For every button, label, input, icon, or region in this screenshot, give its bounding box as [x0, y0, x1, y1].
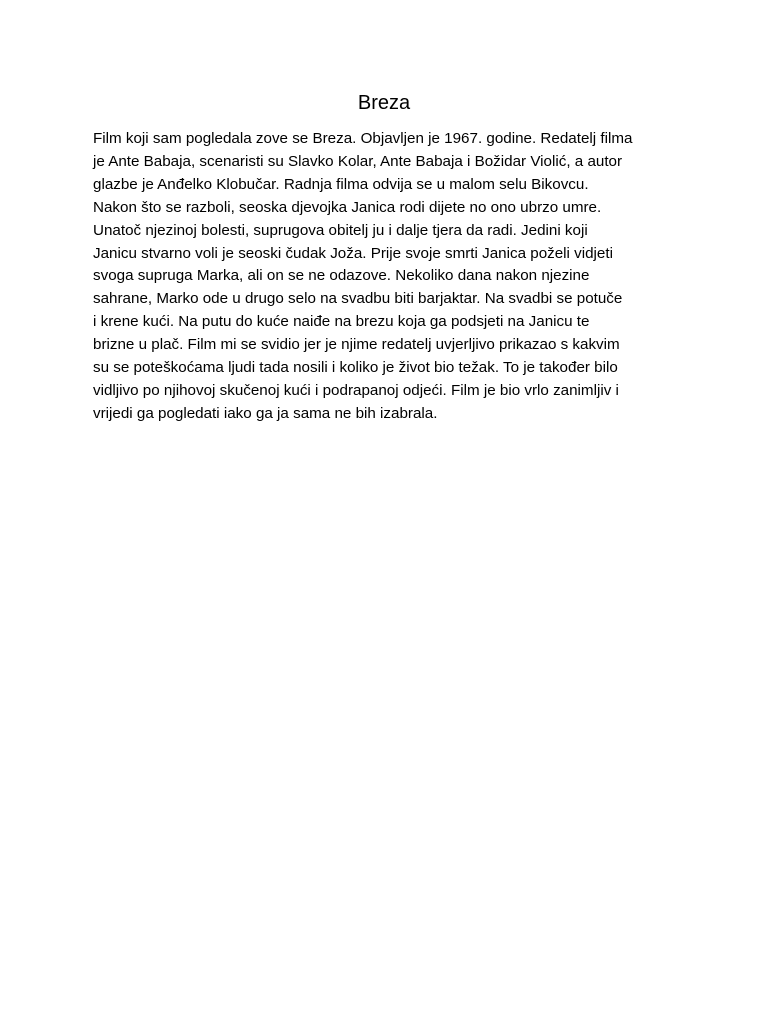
document-title: Breza: [357, 92, 411, 114]
body-line: vidljivo po njihovoj skučenoj kući i podrapanoj odjeći. Film je bio vrlo zanimljiv i: [93, 381, 619, 399]
body-line: glazbe je Anđelko Klobučar. Radnja filma odvija se u malom selu Bikovcu.: [93, 175, 589, 193]
body-line: Film koji sam pogledala zove se Breza. Objavljen je 1967. godine. Redatelj filma: [93, 130, 633, 147]
body-line: i krene kući. Na putu do kuće naiđe na brezu koja ga podsjeti na Janicu te: [93, 313, 590, 331]
body-line: sahrane, Marko ode u drugo selo na svadbu biti barjaktar. Na svadbi se potuče: [93, 290, 623, 308]
document-body: [93, 128, 678, 426]
body-line: su se poteškoćama ljudi tada nosili i koliko je život bio težak. To je također bilo: [93, 359, 618, 377]
body-line: Unatoč njezinoj bolesti, suprugova obitelj ju i dalje tjera da radi. Jedini koji: [93, 221, 588, 239]
body-line: Nakon što se razboli, seoska djevojka Janica rodi dijete no ono ubrzo umre.: [93, 198, 602, 216]
body-line: Janicu stvarno voli je seoski čudak Joža. Prije svoje smrti Janica poželi vidjeti: [93, 244, 613, 262]
body-line: brizne u plač. Film mi se svidio jer je njime redatelj uvjerljivo prikazao s kakvim: [93, 336, 620, 354]
body-line: svoga supruga Marka, ali on se ne odazove. Nekoliko dana nakon njezine: [93, 267, 590, 285]
body-line: je Ante Babaja, scenaristi su Slavko Kolar, Ante Babaja i Božidar Violić, a autor: [93, 152, 623, 170]
body-line: vrijedi ga pogledati iako ga ja sama ne bih izabrala.: [93, 404, 438, 422]
